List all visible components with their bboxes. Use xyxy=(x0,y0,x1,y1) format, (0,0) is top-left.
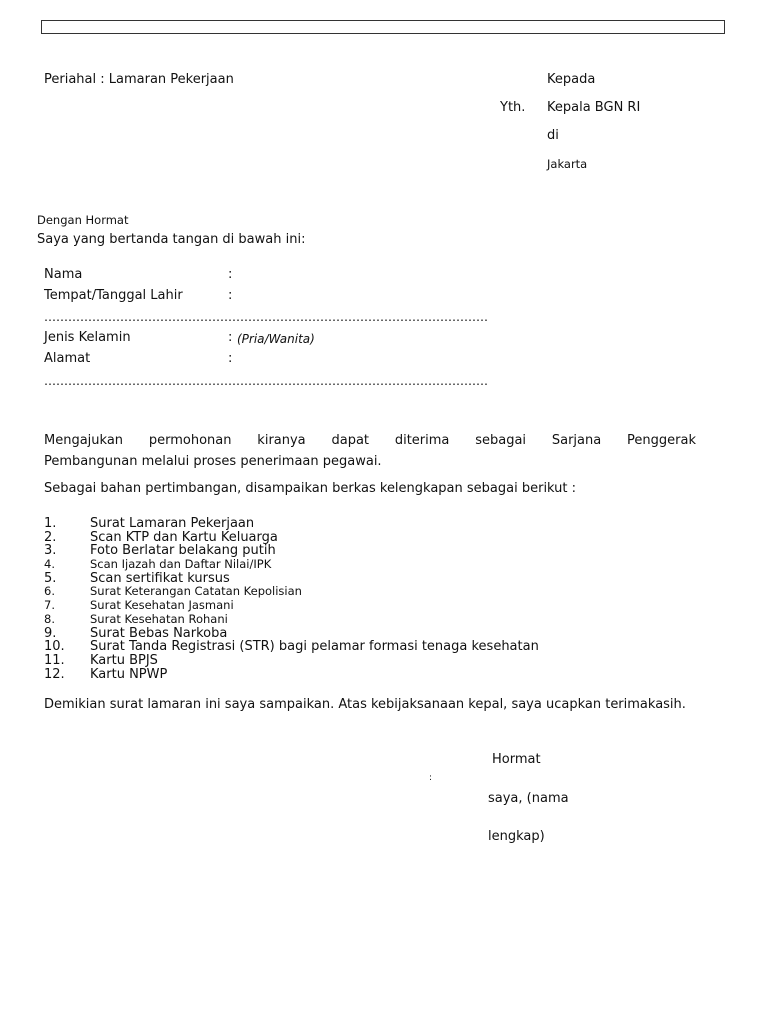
body-paragraph-line: Pembangunan melalui proses penerimaan pegawai. xyxy=(44,454,382,469)
signature-line: saya, (nama xyxy=(488,791,569,806)
list-number: 3. xyxy=(44,543,57,559)
field-dots-line: ………………………………………………………………………………………………… xyxy=(44,374,488,388)
list-text: Surat Keterangan Catatan Kepolisian xyxy=(90,584,302,599)
body-paragraph-line: Mengajukan permohonan kiranya dapat diterima sebagai Sarjana Penggerak xyxy=(44,433,696,448)
header-box xyxy=(41,20,725,34)
list-text: Kartu NPWP xyxy=(90,666,168,682)
recipient-di: di xyxy=(547,128,559,143)
field-nama-colon: : xyxy=(228,267,233,282)
list-text: Scan KTP dan Kartu Keluarga xyxy=(90,529,278,545)
field-jk-colon: : xyxy=(228,330,233,345)
list-number: 5. xyxy=(44,570,57,586)
signature-line: lengkap) xyxy=(488,829,545,844)
greeting: Dengan Hormat xyxy=(37,213,129,227)
closing-paragraph: Demikian surat lamaran ini saya sampaikan. Atas kebijaksanaan kepal, saya ucapkan terimakasih. xyxy=(44,697,686,712)
list-text: Surat Tanda Registrasi (STR) bagi pelamar formasi tenaga kesehatan xyxy=(90,639,539,655)
field-nama-label: Nama xyxy=(44,267,83,282)
list-number: 12. xyxy=(44,666,65,682)
list-number: 7. xyxy=(44,598,55,613)
list-number: 2. xyxy=(44,529,57,545)
recipient-name: Kepala BGN RI xyxy=(547,100,641,115)
list-number: 9. xyxy=(44,625,57,641)
signature-colon: : xyxy=(429,773,433,783)
list-number: 4. xyxy=(44,557,55,572)
field-jk-label: Jenis Kelamin xyxy=(44,330,131,345)
list-text: Scan sertifikat kursus xyxy=(90,570,230,586)
list-text: Foto Berlatar belakang putih xyxy=(90,543,276,559)
signature-hormat: Hormat xyxy=(492,752,541,767)
list-text: Scan Ijazah dan Daftar Nilai/IPK xyxy=(90,557,272,572)
list-number: 6. xyxy=(44,584,55,599)
field-ttl-colon: : xyxy=(228,288,233,303)
list-number: 10. xyxy=(44,639,65,655)
recipient-kepada: Kepada xyxy=(547,72,596,87)
recipient-yth: Yth. xyxy=(500,100,526,115)
list-number: 11. xyxy=(44,652,65,668)
list-text: Surat Lamaran Pekerjaan xyxy=(90,516,255,531)
subject-line: Periahal : Lamaran Pekerjaan xyxy=(44,72,234,87)
list-number: 8. xyxy=(44,611,55,626)
list-text: Kartu BPJS xyxy=(90,652,158,668)
field-dots-line: ………………………………………………………………………………………………… xyxy=(44,310,488,324)
field-alamat-colon: : xyxy=(228,351,233,366)
intro-text: Saya yang bertanda tangan di bawah ini: xyxy=(37,232,306,247)
list-number: 1. xyxy=(44,516,57,531)
field-alamat-label: Alamat xyxy=(44,351,91,366)
field-ttl-label: Tempat/Tanggal Lahir xyxy=(44,288,183,303)
attachments-intro: Sebagai bahan pertimbangan, disampaikan berkas kelengkapan sebagai berikut : xyxy=(44,481,577,496)
recipient-city: Jakarta xyxy=(547,157,588,171)
list-text: Surat Bebas Narkoba xyxy=(90,625,228,641)
field-jk-value: (Pria/Wanita) xyxy=(237,332,315,346)
list-text: Surat Kesehatan Jasmani xyxy=(90,598,234,613)
list-text: Surat Kesehatan Rohani xyxy=(90,611,228,626)
